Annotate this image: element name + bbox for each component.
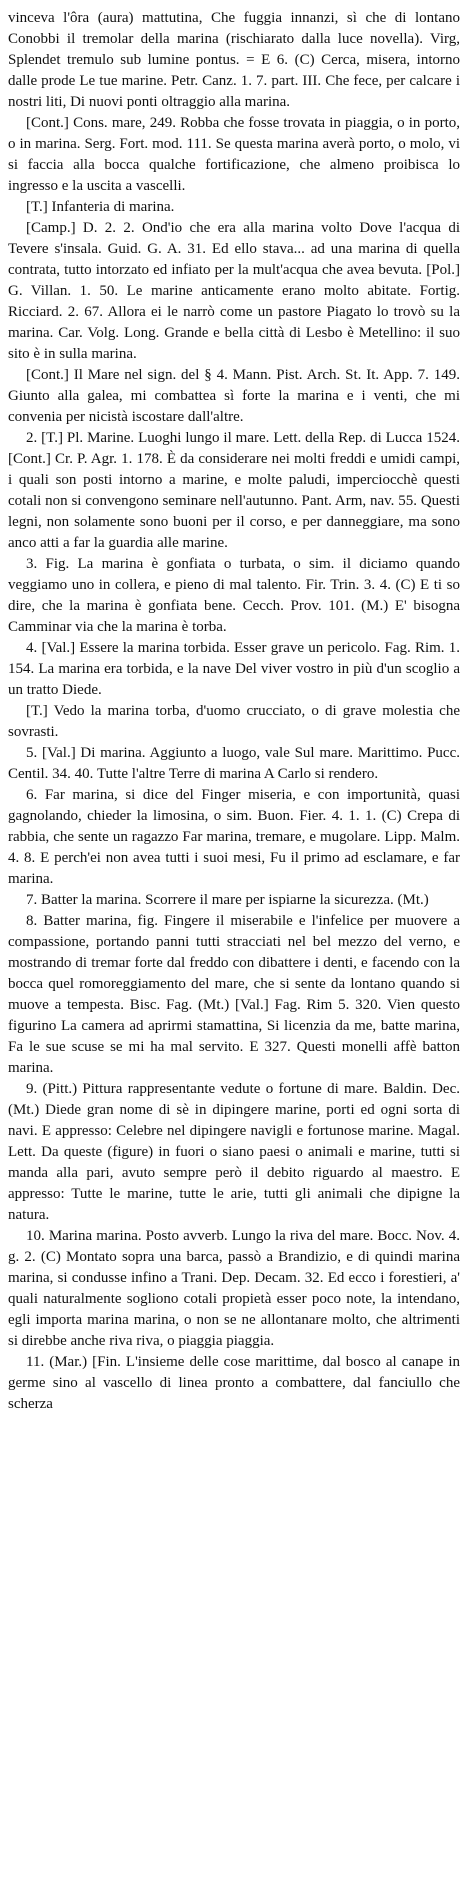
entry-paragraph-camp: [Camp.] D. 2. 2. Ond'io che era alla marina volto Dove l'acqua di Tevere s'insala. Guid. G. A. 31. Ed ello stava... ad una marina di quella contrata, tutto intorzato ed infiato per la mult'acqua che avea bevuta. [Pol.] G. Villan. 1. 50. Le marine anticamente erano molto abitate. Fortig. Ricciard. 2. 67. Allora ei le narrò come un pastore Piagato lo trovò su la marina. Car. Volg. Long. Grande e bella città di Lesbo è Metellino: il suo sito è in sulla marina. [8, 220, 460, 362]
entry-paragraph-cont-mare: [Cont.] Il Mare nel sign. del § 4. Mann. Pist. Arch. St. It. App. 7. 149. Giunto alla galea, mi combattea sì forte la marina e i venti, che mi convenia per nicistà iscostare dall'altre. [8, 367, 460, 425]
entry-paragraph-sense-5: 5. [Val.] Di marina. Aggiunto a luogo, vale Sul mare. Marittimo. Pucc. Centil. 34. 40. Tutte l'altre Terre di marina A Carlo si rendero. [8, 745, 460, 782]
entry-paragraph-continuation: vinceva l'ôra (aura) mattutina, Che fuggia innanzi, sì che di lontano Conobbi il tremolar della marina (rischiarato dalla luce novella). Virg, Splendet tremulo sub lumine pontus. = E 6. (C) Cerca, misera, intorno dalle prode Le tue marine. Petr. Canz. 1. 7. part. III. Che fece, per calcare i nostri liti, Di nuovi ponti oltraggio alla marina. [8, 10, 460, 110]
entry-paragraph-infanteria: [T.] Infanteria di marina. [26, 199, 175, 215]
entry-paragraph-sense-4: 4. [Val.] Essere la marina torbida. Esser grave un pericolo. Fag. Rim. 1. 154. La marina era torbida, e la nave Del viver vostro in più d'un scoglio a un tratto Diede. [8, 640, 460, 698]
entry-paragraph-sense-10: 10. Marina marina. Posto avverb. Lungo la riva del mare. Bocc. Nov. 4. g. 2. (C) Montato sopra una barca, passò a Brandizio, e di quindi marina marina, si condusse infino a Trani. Dep. Decam. 32. Ed ecco i forestieri, a' quali naturalmente sogliono cotali propietà esser poco note, la intendano, egli importa marina marina, o non se ne allontanare molto, che altrimenti si direbbe anche riva riva, o piaggia piaggia. [8, 1228, 460, 1349]
entry-paragraph-sense-4-t: [T.] Vedo la marina torba, d'uomo crucciato, o di grave molestia che sovrasti. [8, 703, 460, 740]
entry-paragraph-sense-8: 8. Batter marina, fig. Fingere il miserabile e l'infelice per muovere a compassione, portando panni tutti stracciati nel bel mezzo del verno, e mostrando di tremar forte dal freddo con dibattere i denti, e facendo con la bocca quel romoreggiamento del mare, che si sente da lontano quando si muove a tempesta. Bisc. Fag. (Mt.) [Val.] Fag. Rim 5. 320. Vien questo figurino La camera ad aprirmi stamattina, Si licenzia da me, batte marina, Fa le sue scuse se mi ha mal servito. E 327. Questi monelli affè batton marina. [8, 913, 460, 1076]
entry-paragraph-sense-6: 6. Far marina, si dice del Finger miseria, e con importunità, quasi gagnolando, chieder la limosina, o sim. Buon. Fier. 4. 1. 1. (C) Crepa di rabbia, che sente un ragazzo Far marina, tremare, e mugolare. Lipp. Malm. 4. 8. E perch'ei non avea tutti i suoi mesi, Fu il primo ad esclamare, e far marina. [8, 787, 460, 887]
entry-paragraph-sense-2: 2. [T.] Pl. Marine. Luoghi lungo il mare. Lett. della Rep. di Lucca 1524. [Cont.] Cr. P. Agr. 1. 178. È da considerare nei molti freddi e umidi campi, i quali son posti intorno a marine, e molte paludi, imperciocchè questi cotali non si convengono seminare nell'autunno. Pant. Arm, nav. 55. Questi legni, non solamente sono buoni per il corso, e per danneggiare, ma sono anco atti a far la guardia alle marine. [8, 430, 460, 551]
entry-paragraph-sense-7: 7. Batter la marina. Scorrere il mare per ispiarne la sicurezza. (Mt.) [26, 892, 429, 908]
entry-paragraph-cont-cons-mare: [Cont.] Cons. mare, 249. Robba che fosse trovata in piaggia, o in porto, o in marina. Serg. Fort. mod. 111. Se questa marina averà porto, o molo, vi si faccia alla bocca qualche fortificazione, che almeno proibisca lo ingresso e la uscita a vascelli. [8, 115, 460, 194]
entry-paragraph-sense-9: 9. (Pitt.) Pittura rappresentante vedute o fortune di mare. Baldin. Dec. (Mt.) Diede gran nome di sè in dipingere marine, porti ed ogni sorta di navi. E appresso: Celebre nel dipingere navigli e fortunose marine. Magal. Lett. Da queste (figure) in fuori o siano paesi o animali e marine, tutti si manda alla pari, avuto sempre però il debito riguardo al maestro. E appresso: Tutte le marine, tutte le arie, tutti gli animali che dipigne la natura. [8, 1081, 460, 1223]
entry-paragraph-sense-3: 3. Fig. La marina è gonfiata o turbata, o sim. il diciamo quando veggiamo uno in collera, e pieno di mal talento. Fir. Trin. 3. 4. (C) E ti so dire, che la marina è gonfiata bene. Cecch. Prov. 101. (M.) E' bisogna Camminar via che la marina è torba. [8, 556, 460, 635]
entry-paragraph-sense-11: 11. (Mar.) [Fin. L'insieme delle cose marittime, dal bosco al canape in germe sino al vascello di linea pronto a combattere, dal fanciullo che scherza [8, 1354, 460, 1412]
